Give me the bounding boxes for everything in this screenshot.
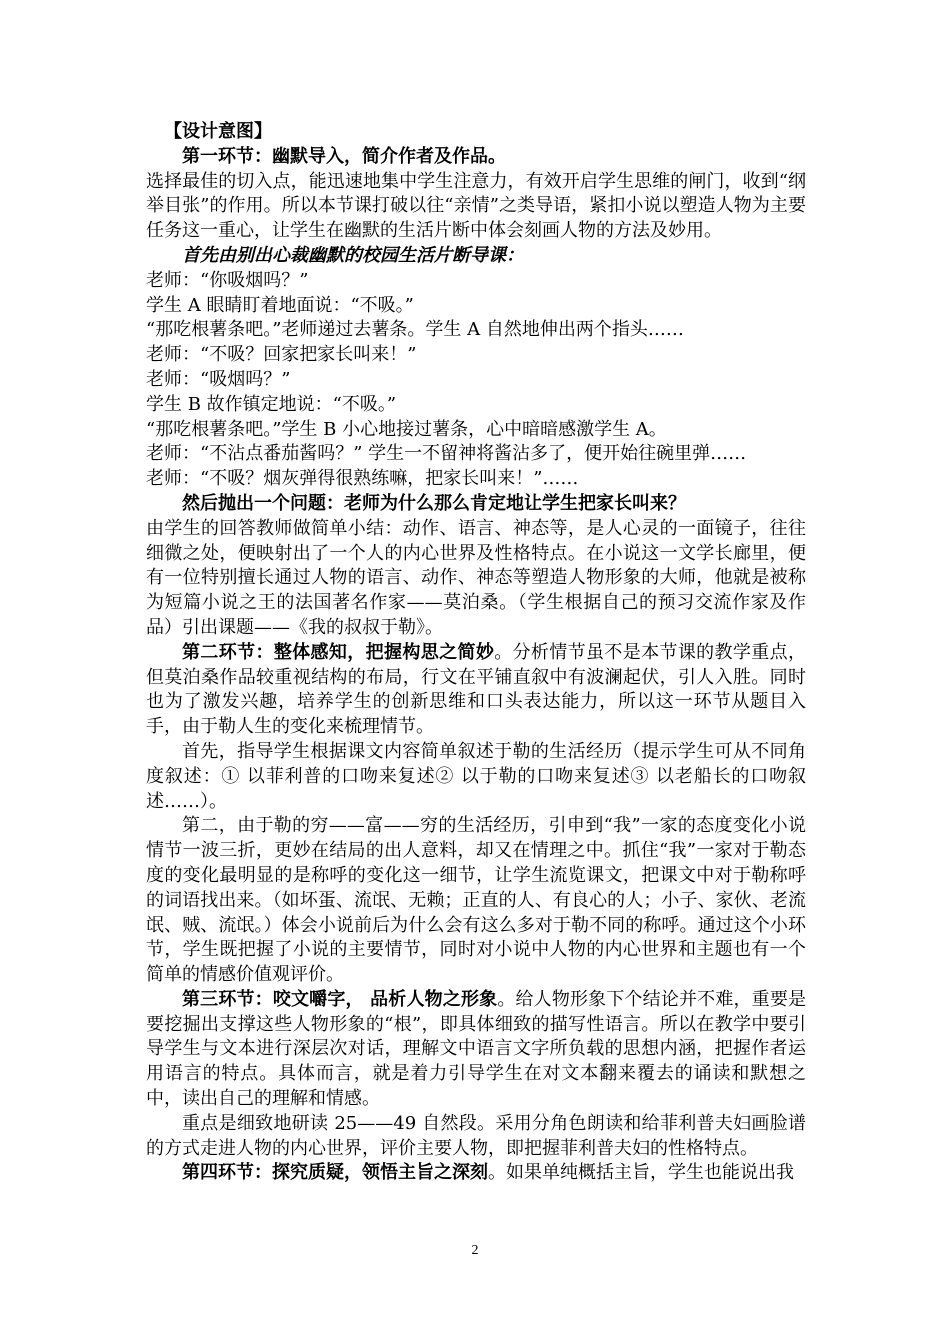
question-line: 然后抛出一个问题：老师为什么那么肯定地让学生把家长叫来？ <box>182 492 686 514</box>
dialogue-line: 老师：“不沾点番茄酱吗？” 学生一不留神将酱沾多了，便开始往碗里弹…… <box>146 443 747 465</box>
section4-paragraph <box>146 1161 806 1186</box>
design-intent-heading: 【设计意图】 <box>164 121 272 142</box>
section2-text: 。分析情节虽不是本节课的教学重点，但莫泊桑作品较重视结构的布局，行文在平铺直叙中有波澜起伏，引人入胜。同时也为了激发兴趣，培养学生的创新思维和口头表达能力，所以这一环节从题目入手，由于勒人生的变化来梳理情节。 <box>146 641 807 738</box>
section2-point1: 首先，指导学生根据课文内容简单叙述于勒的生活经历（提示学生可从不同角度叙述：① 以菲利普的口吻来复述② 以于勒的口吻来复述③ 以老船长的口吻叙述……）。 <box>146 740 806 812</box>
dialogue-line: “那吃根薯条吧。”老师递过去薯条。学生 A 自然地伸出两个指头…… <box>146 319 684 341</box>
section3-title: 第三环节：咬文嚼字， 品析人物之形象 <box>182 988 498 1010</box>
section2-paragraph <box>146 641 806 740</box>
dialogue-line: 老师：“你吸烟吗？” <box>146 269 309 291</box>
page-number: 2 <box>471 1243 479 1258</box>
dialogue-line: 学生 A 眼睛盯着地面说：“不吸。” <box>146 294 414 316</box>
section4-text: 。如果单纯概括主旨，学生也能说出我 <box>488 1162 794 1184</box>
section3-paragraph <box>146 988 806 1112</box>
dialogue-line: 老师：“不吸？烟灰弹得很熟练嘛，把家长叫来！”…… <box>146 468 579 490</box>
section2-point2: 第二，由于勒的穷——富——穷的生活经历，引申到“我”一家的态度变化小说情节一波三折，更妙在结局的出人意料，却又在情理之中。抓住“我”一家对于勒态度的变化最明显的是称呼的变化这一细节，让学生流览课文，把课文中对于勒称呼的词语找出来。（如坏蛋、流氓、无赖；正直的人、有良心的人；小子、家伙、老流氓、贼、流氓。）体会小说前后为什么会有这么多对于勒不同的称呼。通过这个小环节，学生既把握了小说的主要情节，同时对小说中人物的内心世界和主题也有一个简单的情感价值观评价。 <box>146 815 806 986</box>
section3-text: 。给人物形象下个结论并不难，重要是要挖掘出支撑这些人物形象的“根”，即具体细致的描写性语言。所以在教学中要引导学生与文本进行深层次对话，理解文中语言文字所负载的思想内涵，把握作者运用语言的特点。具体而言，就是着力引导学生在对文本翻来覆去的诵读和默想之中，读出自己的理解和情感。 <box>146 988 807 1110</box>
section2-title: 第二环节：整体感知，把握构思之简妙 <box>182 641 495 663</box>
section1-text: 选择最佳的切入点，能迅速地集中学生注意力，有效开启学生思维的闸门，收到“纲举目张”的作用。所以本节课打破以往“亲情”之类导语，紧扣小说以塑造人物为主要任务这一重心，让学生在幽默的生活片断中体会刻画人物的方法及妙用。 <box>146 170 806 242</box>
section3-point1: 重点是细致地研读 25——49 自然段。采用分角色朗读和给菲利普夫妇画脸谱的方式走进人物的内心世界，评价主要人物，即把握菲利普夫妇的性格特点。 <box>146 1112 806 1159</box>
document-body <box>146 120 806 1186</box>
dialogue-line: “那吃根薯条吧。”学生 B 小心地接过薯条，心中暗暗感激学生 A。 <box>146 418 667 440</box>
section1-title: 第一环节：幽默导入，简介作者及作品。 <box>182 145 506 167</box>
dialogue-line: 老师：“不吸？回家把家长叫来！” <box>146 344 417 366</box>
section4-title: 第四环节：探究质疑，领悟主旨之深刻 <box>182 1162 488 1184</box>
summary-paragraph: 由学生的回答教师做简单小结：动作、语言、神态等，是人心灵的一面镜子，往往细微之处，便映射出了一个人的内心世界及性格特点。在小说这一文学长廊里，便有一位特别擅长通过人物的语言、动作、神态等塑造人物形象的大师，他就是被称为短篇小说之王的法国著名作家——莫泊桑。（学生根据自己的预习交流作家及作品）引出课题——《我的叔叔于勒》。 <box>146 517 806 638</box>
dialogue-line: 老师：“吸烟吗？” <box>146 368 291 390</box>
dialogue-line: 学生 B 故作镇定地说：“不吸。” <box>146 393 397 415</box>
section1-lead: 首先由别出心裁幽默的校园生活片断导课： <box>182 244 524 266</box>
